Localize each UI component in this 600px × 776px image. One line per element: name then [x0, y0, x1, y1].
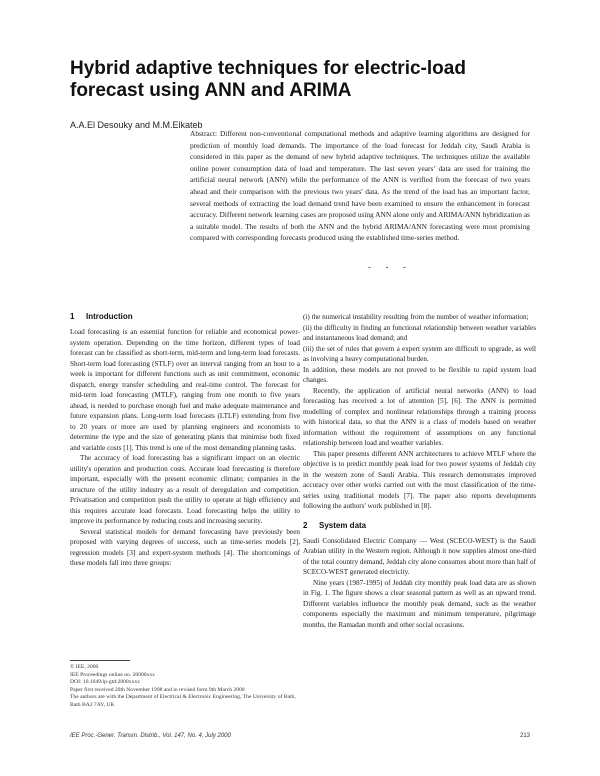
paragraph: Several statistical models for demand forecasting have previously been proposed with varying degrees of success, such as time-series models [2], regression models [3] and expert-system methods [4]. The shortcomings of these models fall into three groups:	[70, 527, 300, 567]
right-column	[303, 312, 536, 630]
paragraph: Nine years (1987-1995) of Jeddah city monthly peak load data are as shown in Fig. 1. The figure shows a clear seasonal pattern as well as an upward trend. Different variables influence the monthly peak demand, such as the weather components especially the maximum and minimum temperature, pilgrimage months, the Ramadan month and other social occasions.	[303, 578, 536, 629]
paragraph: This paper presents different ANN architectures to achieve MTLF where the objective is to predict monthly peak load for two power systems of Jeddah city in the western zone of Saudi Arabia. This research demonstrates improved accuracy over other works carried out with the most classification of the time-series using traditional models [7]. The paper also reports developments following the authors' work published in [8].	[303, 449, 536, 510]
page-number: 213	[520, 733, 531, 739]
footnotes	[70, 664, 300, 710]
list-item: (iii) the set of rules that govern a expert system are difficult to upgrade, as well as involving a heavy computational burden.	[303, 344, 536, 363]
footnote-line: Paper first received 20th November 1998 and in revised form 9th March 2000	[70, 686, 245, 693]
paper-title: Hybrid adaptive techniques for electric-load forecast using ANN and ARIMA	[70, 58, 466, 101]
paragraph: The accuracy of load forecasting has a significant impact on an electric utility's operation and production costs. Accurate load forecasting is therefore important, especially with the present economic climate; companies in the structure of the utility industry as a result of deregulation and competition. Privatisation and competition push the utility to operate at high efficiency and this requires accurate load forecasts. Load forecasting helps the utility to improve its performance by reducing costs and increasing security.	[70, 454, 300, 525]
footnote-line: DOI: 10.1049/ip-gtd:2000xxxx	[70, 679, 140, 686]
section-heading-introduction	[70, 312, 300, 321]
paragraph: Saudi Consolidated Electric Company — West (SCECO-WEST) is the Saudi Arabian utility in the Western region. Although it now supplies almost one-third of the total country demand, Jeddah city alone consumes about more than half of SCECO-WEST generated electricity.	[303, 536, 536, 576]
left-column	[70, 312, 300, 569]
footnote-line: The authors are with the Department of Electrical & Electronic Engineering, The University of Bath, Bath BA2 7AY, UK	[70, 694, 296, 708]
section-title: System data	[319, 520, 367, 530]
section-number: 2	[303, 520, 308, 530]
paragraph: Recently, the application of artificial neural networks (ANN) to load forecasting has received a lot of attention [5], [6]. The ANN is permitted modelling of complex and nonlinear relationships through a training process with historical data, so that the ANN is a class of models based on weather information without the requirement of assumptions on any functional relationship between load and weather variables.	[303, 386, 536, 447]
footnote-line: © IEE, 2000	[70, 664, 99, 670]
paragraph: Load forecasting is an essential function for reliable and economical power-system operation. Depending on the time horizon, different types of load forecast can be classified as short-term, mid-term and long-term load forecasts. Short-term load forecasting (STLF) over an interval ranging from an hour to a week is important for different functions such as unit commitment, economic dispatch, energy transfer scheduling and real-time control. The forecast for mid-term load forecasting (MTLF), ranging from one month to five years ahead, is needed to purchase enough fuel and make adequate maintenance and future expansion plans. Long-term load forecasts (LTLF) extending from five to 20 years or more are used by planning engineers and economists to determine the type and the size of generating plants that minimise both fixed and variable costs [1]. This trend is one of the most demanding planning tasks.	[70, 328, 300, 452]
section-heading-system-data	[303, 521, 536, 530]
author-list: A.A.El Desouky and M.M.Elkateb	[70, 120, 203, 130]
footnote-divider	[70, 660, 130, 661]
section-separator: - - -	[368, 262, 412, 272]
section-title: Introduction	[86, 312, 133, 321]
list-item: (ii) the difficulty in finding an functional relationship between weather variables and instantaneous load demand; and	[303, 323, 536, 342]
list-item: (i) the numerical instability resulting from the number of weather information;	[303, 313, 529, 321]
abstract: Abstract: Different non-conventional computational methods and adaptive learning algorithms are designed for prediction of monthly load demands. The importance of the load forecast for Jeddah city, Saudi Arabia is considered in this paper as the demand of new hybrid adaptive techniques. The techniques utilize the available online power consumption data of load and temperature. The last seven years’ data are used for training the artificial neural network (ANN) while the performance of the ANN is verified from the forecast of two years ahead and their comparison with the previous two years' data. As the trend of the load has an important factor, several methods of extracting the load demand trend have been examined to ensure the enhancement in forecast accuracy. Different network learning cases are proposed using ANN alone only and ARIMA/ANN hybridization as a suitable model. The results of both the ANN and the hybrid ARIMA/ANN forecasting were most promising compared with corresponding forecasts produced using the established time-series method.	[190, 129, 530, 243]
journal-citation: IEE Proc.-Gener. Transm. Distrib., Vol. 147, No. 4, July 2000	[70, 733, 231, 739]
footnote-line: IEE Proceedings online no. 20000xxx	[70, 671, 155, 678]
section-number: 1	[70, 312, 75, 321]
paragraph: In addition, these models are not proved to be flexible to rapid system load changes.	[303, 365, 536, 384]
